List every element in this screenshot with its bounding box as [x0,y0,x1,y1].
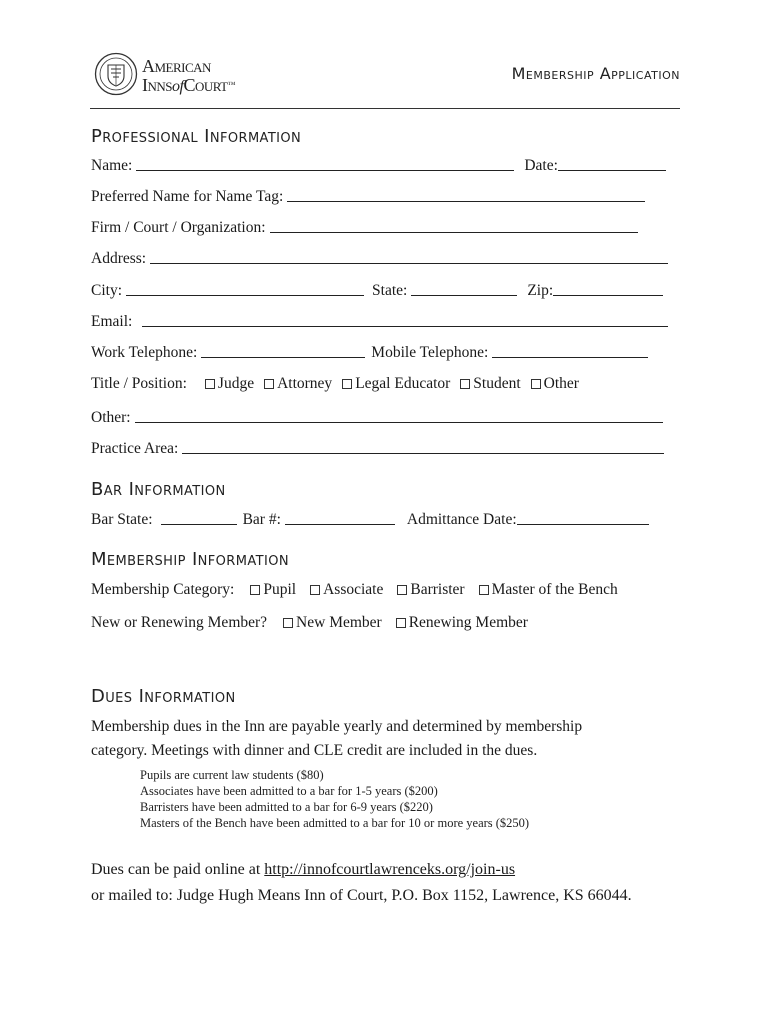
title-option-student[interactable]: Student [460,375,520,393]
mobile-telephone-field[interactable] [492,357,648,358]
name-field[interactable] [136,170,514,171]
title-position-label: Title / Position: [91,375,187,392]
practice-area-field[interactable] [182,453,664,454]
dues-intro-line-2: category. Meetings with dinner and CLE credit are included in the dues. [91,742,538,759]
checkbox-icon[interactable] [479,585,489,595]
practice-area-label: Practice Area: [91,440,179,457]
professional-information-heading: Professional Information [91,126,302,147]
dues-intro [91,715,651,763]
join-us-link[interactable]: http://innofcourtlawrenceks.org/join-us [264,861,516,878]
checkbox-icon[interactable] [342,379,352,389]
category-option-barrister[interactable]: Barrister [397,581,464,599]
bar-number-label: Bar #: [242,511,281,528]
zip-label: Zip: [527,282,554,299]
dues-item-masters: Masters of the Bench have been admitted to a bar for 10 or more years ($250) [140,816,530,830]
bar-number-field[interactable] [285,524,395,525]
other-field[interactable] [135,422,663,423]
email-label: Email: [91,313,133,330]
city-field[interactable] [126,295,364,296]
title-option-other[interactable]: Other [531,375,579,393]
email-row [91,309,668,331]
payment-info [91,857,711,909]
pay-online-prefix: Dues can be paid online at [91,861,265,878]
dues-information-heading: Dues Information [91,686,236,707]
checkbox-icon[interactable] [205,379,215,389]
firm-field[interactable] [270,232,638,233]
mailing-address-line: or mailed to: Judge Hugh Means Inn of Court, P.O. Box 1152, Lawrence, KS 66044. [91,887,632,904]
bar-row [91,507,649,529]
city-state-zip-row [91,278,663,300]
address-label: Address: [91,250,147,267]
category-option-associate[interactable]: Associate [310,581,383,599]
city-label: City: [91,282,123,299]
preferred-name-label: Preferred Name for Name Tag: [91,188,284,205]
title-option-judge[interactable]: Judge [205,375,254,393]
option-renewing-member[interactable]: Renewing Member [396,614,528,632]
preferred-name-row [91,184,645,206]
address-row [91,246,668,268]
checkbox-icon[interactable] [283,618,293,628]
header-divider [90,108,680,109]
dues-item-pupils: Pupils are current law students ($80) [140,768,324,782]
document-title: Membership Application [511,64,680,83]
zip-field[interactable] [553,295,663,296]
logo-line-american: American [142,56,211,76]
firm-row [91,215,638,237]
preferred-name-field[interactable] [287,201,645,202]
admittance-date-label: Admittance Date: [406,511,517,528]
option-new-member[interactable]: New Member [283,614,382,632]
other-row [91,405,663,427]
category-option-master-of-the-bench[interactable]: Master of the Bench [479,581,618,599]
new-or-renewing-row [91,610,528,632]
dues-category-list [140,767,529,831]
title-position-row [91,371,579,393]
title-option-attorney[interactable]: Attorney [264,375,332,393]
american-inns-of-court-logo [94,52,264,102]
seal-icon [94,52,138,96]
category-option-pupil[interactable]: Pupil [250,581,296,599]
bar-state-label: Bar State: [91,511,153,528]
admittance-date-field[interactable] [517,524,649,525]
name-date-row [91,153,666,175]
checkbox-icon[interactable] [250,585,260,595]
membership-information-heading: Membership Information [91,549,289,570]
checkbox-icon[interactable] [264,379,274,389]
telephone-row [91,340,648,362]
dues-intro-line-1: Membership dues in the Inn are payable yearly and determined by membership [91,718,583,735]
firm-label: Firm / Court / Organization: [91,219,266,236]
dues-item-barristers: Barristers have been admitted to a bar for 6-9 years ($220) [140,800,433,814]
work-telephone-label: Work Telephone: [91,344,198,361]
checkbox-icon[interactable] [531,379,541,389]
email-field[interactable] [142,326,668,327]
title-option-legal-educator[interactable]: Legal Educator [342,375,450,393]
membership-category-label: Membership Category: [91,581,235,598]
work-telephone-field[interactable] [201,357,365,358]
dues-item-associates: Associates have been admitted to a bar for 1-5 years ($200) [140,784,438,798]
checkbox-icon[interactable] [396,618,406,628]
name-label: Name: [91,157,133,174]
practice-area-row [91,436,664,458]
checkbox-icon[interactable] [310,585,320,595]
logo-line-inns-of-court: InnsofCourt™ [142,75,235,95]
bar-information-heading: Bar Information [91,479,226,500]
mobile-telephone-label: Mobile Telephone: [371,344,489,361]
state-label: State: [372,282,408,299]
logo-wordmark [142,54,267,98]
membership-category-row [91,577,618,599]
checkbox-icon[interactable] [460,379,470,389]
address-field[interactable] [150,263,668,264]
bar-state-field[interactable] [161,524,237,525]
new-or-renewing-label: New or Renewing Member? [91,614,268,631]
date-label: Date: [524,157,558,174]
pay-online-line [91,857,711,883]
checkbox-icon[interactable] [397,585,407,595]
state-field[interactable] [411,295,517,296]
date-field[interactable] [558,170,666,171]
other-label: Other: [91,409,131,426]
